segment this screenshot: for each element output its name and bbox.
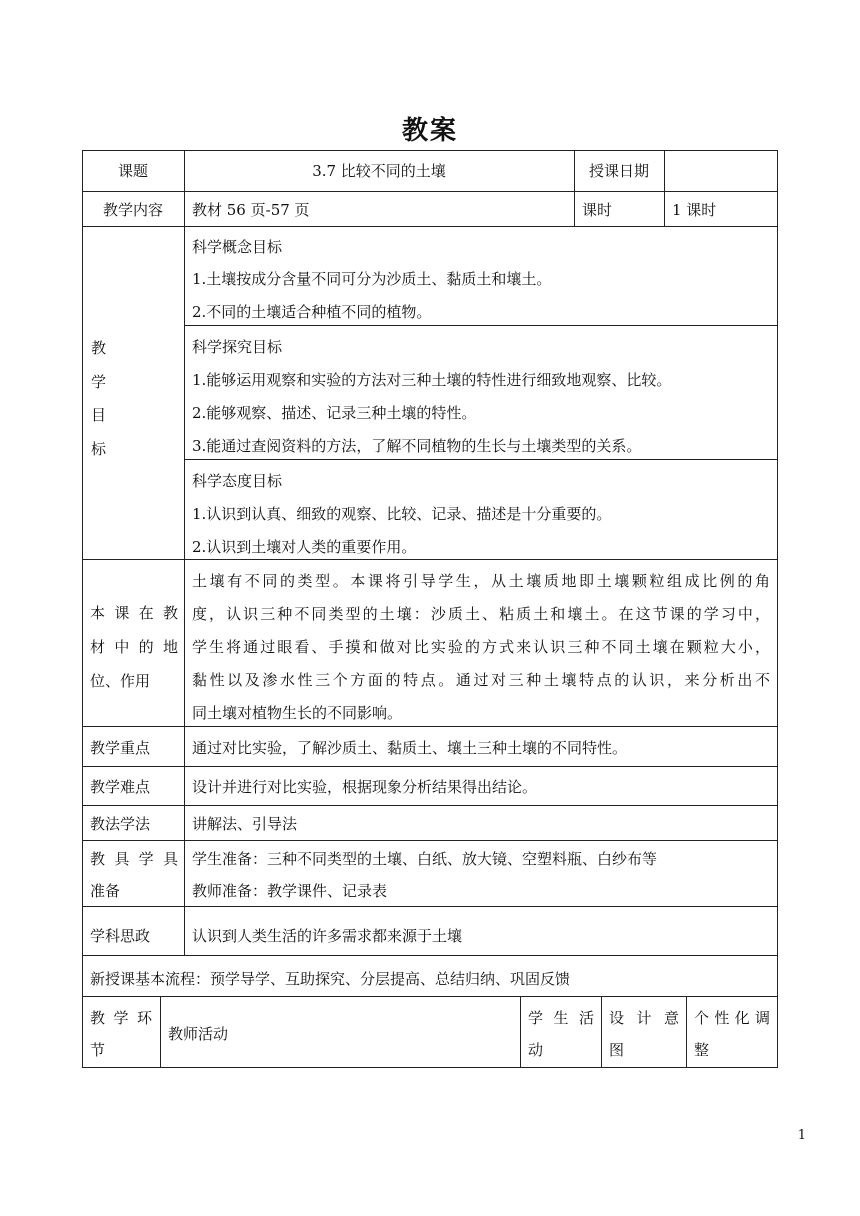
position-text-line: 学生将通过眼看、手摸和做对比实验的方式来认识三种不同土壤在颗粒大小， — [192, 638, 770, 656]
position-label: 材中的地 — [90, 638, 178, 656]
header-design: 图 — [609, 1041, 625, 1059]
position-label: 本课在教 — [90, 604, 178, 622]
position-label: 位、作用 — [90, 672, 151, 690]
goals-label-char: 标 — [91, 440, 107, 458]
attitude-item: 2.认识到土壤对人类的重要作用。 — [192, 538, 417, 556]
attitude-item: 1.认识到认真、细致的观察、比较、记录、描述是十分重要的。 — [192, 505, 612, 523]
hours-label: 课时 — [582, 201, 613, 219]
position-text-line: 度，认识三种不同类型的土壤：沙质土、粘质土和壤土。在这节课的学习中， — [192, 605, 770, 623]
header-student: 动 — [528, 1041, 544, 1059]
methods-value: 讲解法、引导法 — [192, 815, 298, 833]
ideology-value: 认识到人类生活的许多需求都来源于土壤 — [192, 927, 463, 945]
position-text-line: 土壤有不同的类型。本课将引导学生，从土壤质地即土壤颗粒组成比例的角 — [192, 572, 770, 590]
concept-item: 1.土壤按成分含量不同可分为沙质土、黏质土和壤土。 — [192, 270, 552, 288]
page-number: 1 — [797, 1128, 806, 1143]
tools-line: 学生准备：三种不同类型的土壤、白纸、放大镜、空塑料瓶、白纱布等 — [192, 850, 658, 868]
inquiry-item: 3.能通过查阅资料的方法，了解不同植物的生长与土壤类型的关系。 — [192, 437, 642, 455]
header-design: 设计意 — [609, 1009, 679, 1027]
concept-heading: 科学概念目标 — [192, 238, 283, 256]
header-teacher: 教师活动 — [168, 1025, 229, 1043]
position-text-line: 同土壤对植物生长的不同影响。 — [192, 704, 403, 722]
content-label: 教学内容 — [102, 201, 163, 219]
goals-label-char: 教 — [91, 339, 107, 357]
goals-label-char: 目 — [91, 406, 107, 424]
methods-label: 教法学法 — [90, 815, 151, 833]
difficulties-label: 教学难点 — [90, 778, 151, 796]
tools-label: 教具学具 — [90, 850, 178, 868]
date-label: 授课日期 — [588, 162, 649, 180]
header-stage: 节 — [90, 1041, 106, 1059]
key-points-value: 通过对比实验，了解沙质土、黏质土、壤土三种土壤的不同特性。 — [192, 739, 628, 757]
concept-item: 2.不同的土壤适合种植不同的植物。 — [192, 303, 432, 321]
inquiry-item: 2.能够观察、描述、记录三种土壤的特性。 — [192, 404, 477, 422]
attitude-heading: 科学态度目标 — [192, 472, 283, 490]
page-title: 教案 — [401, 116, 458, 146]
topic-label: 课题 — [117, 162, 148, 180]
difficulties-value: 设计并进行对比实验，根据现象分析结果得出结论。 — [192, 778, 538, 796]
content-value: 教材 56 页-57 页 — [192, 201, 310, 219]
ideology-label: 学科思政 — [90, 927, 151, 945]
goals-label-char: 学 — [91, 373, 107, 391]
header-adjust: 整 — [694, 1041, 710, 1059]
flow-text: 新授课基本流程：预学导学、互助探究、分层提高、总结归纳、巩固反馈 — [90, 970, 571, 988]
position-text-line: 黏性以及渗水性三个方面的特点。通过对三种土壤特点的认识，来分析出不 — [192, 671, 770, 689]
inquiry-item: 1.能够运用观察和实验的方法对三种土壤的特性进行细致地观察、比较。 — [192, 371, 672, 389]
hours-value: 1 课时 — [672, 201, 717, 219]
key-points-label: 教学重点 — [90, 739, 151, 757]
header-adjust: 个性化调 — [694, 1009, 770, 1027]
inquiry-heading: 科学探究目标 — [192, 338, 283, 356]
topic-value: 3.7 比较不同的土壤 — [312, 162, 446, 180]
tools-line: 教师准备：教学课件、记录表 — [192, 882, 388, 900]
tools-label: 准备 — [90, 882, 121, 900]
header-student: 学生活 — [528, 1009, 594, 1027]
header-stage: 教学环 — [90, 1009, 152, 1027]
